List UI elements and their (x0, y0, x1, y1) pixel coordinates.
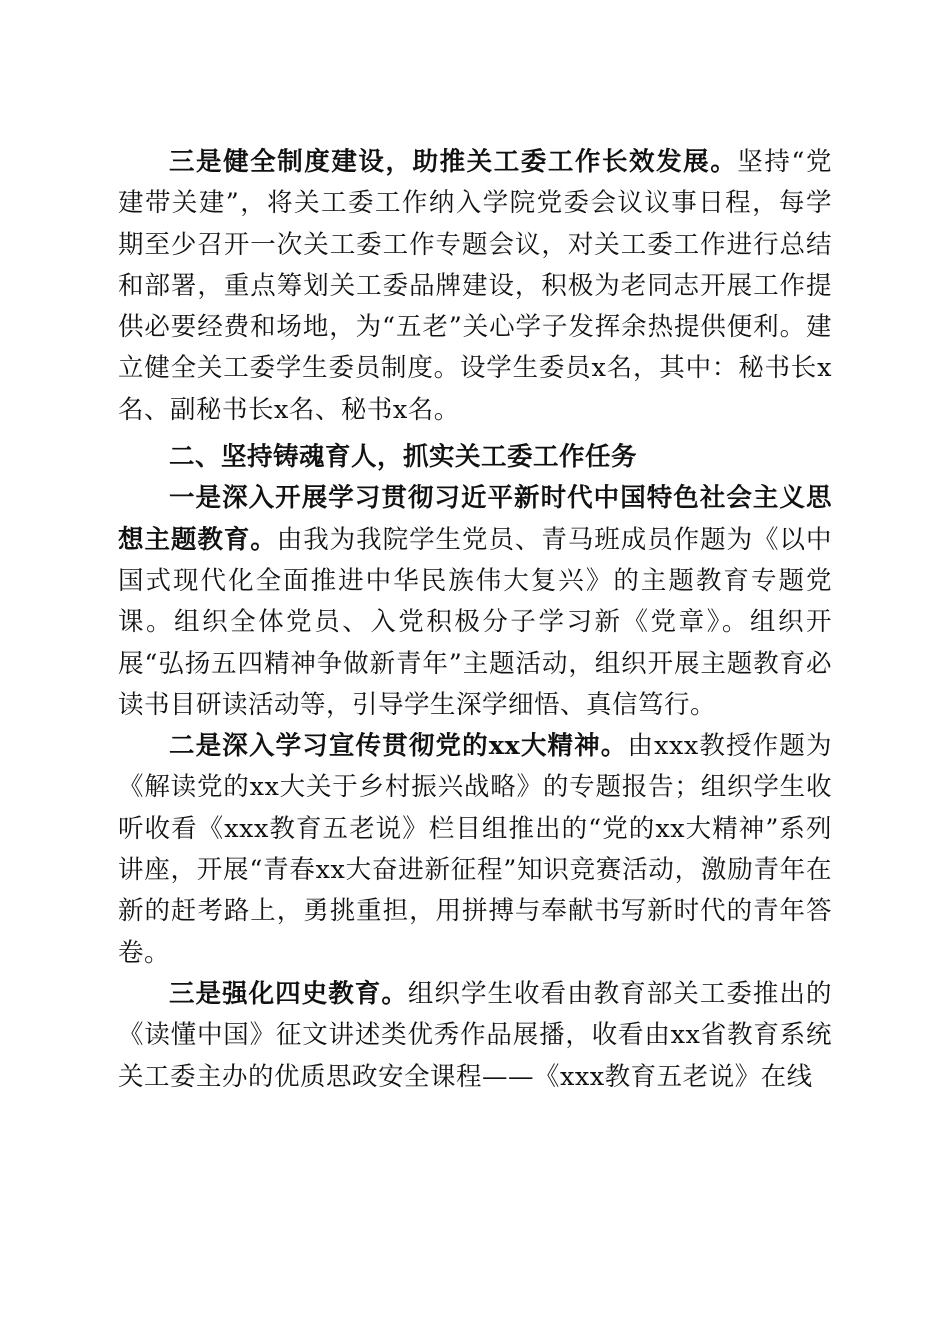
paragraph-text: 组织学生收看由教育部关工委推出的《读懂中国》征文讲述类优秀作品展播，收看由xx省教育系统关工委主办的优质思政安全课程——《xxx教育五老说》在线 (118, 978, 832, 1092)
paragraph-theme-education (118, 478, 832, 726)
document-body (118, 142, 832, 1098)
paragraph-text: 由xxx教授作题为《解读党的xx大关于乡村振兴战略》的专题报告；组织学生收听收看《xxx教育五老说》栏目组推出的“党的xx大精神”系列讲座，开展“青春xx大奋进新征程”知识竞赛活动，激励青年在新的赶考路上，勇挑重担，用拼搏与奉献书写新时代的青年答卷。 (118, 731, 832, 968)
section-heading: 二、坚持铸魂育人，抓实关工委工作任务 (169, 442, 638, 473)
paragraph-lead: 三是强化四史教育。 (169, 978, 408, 1009)
paragraph-lead: 一是深入开展学习贯彻习近平新时代中国特色社会主义思想主题教育。 (118, 483, 832, 555)
paragraph-text: 坚持“党建带关建”，将关工委工作纳入学院党委会议议事日程，每学期至少召开一次关工委工作专题会议，对关工委工作进行总结和部署，重点筹划关工委品牌建设，积极为老同志开展工作提供必要经费和场地，为“五老”关心学子发挥余热提供便利。建立健全关工委学生委员制度。设学生委员x名，其中：秘书长x名、副秘书长x名、秘书x名。 (118, 147, 832, 425)
paragraph-text: 由我为我院学生党员、青马班成员作题为《以中国式现代化全面推进中华民族伟大复兴》的主题教育专题党课。组织全体党员、入党积极分子学习新《党章》。组织开展“弘扬五四精神争做新青年”主题活动，组织开展主题教育必读书目研读活动等，引导学生深学细悟、真信笃行。 (118, 524, 832, 720)
paragraph-four-histories (118, 974, 832, 1098)
paragraph-party-congress-study (118, 726, 832, 974)
paragraph-institution-building (118, 142, 832, 431)
paragraph-lead: 二是深入学习宣传贯彻党的xx大精神。 (169, 731, 628, 762)
paragraph-lead: 三是健全制度建设，助推关工委工作长效发展。 (169, 147, 738, 177)
